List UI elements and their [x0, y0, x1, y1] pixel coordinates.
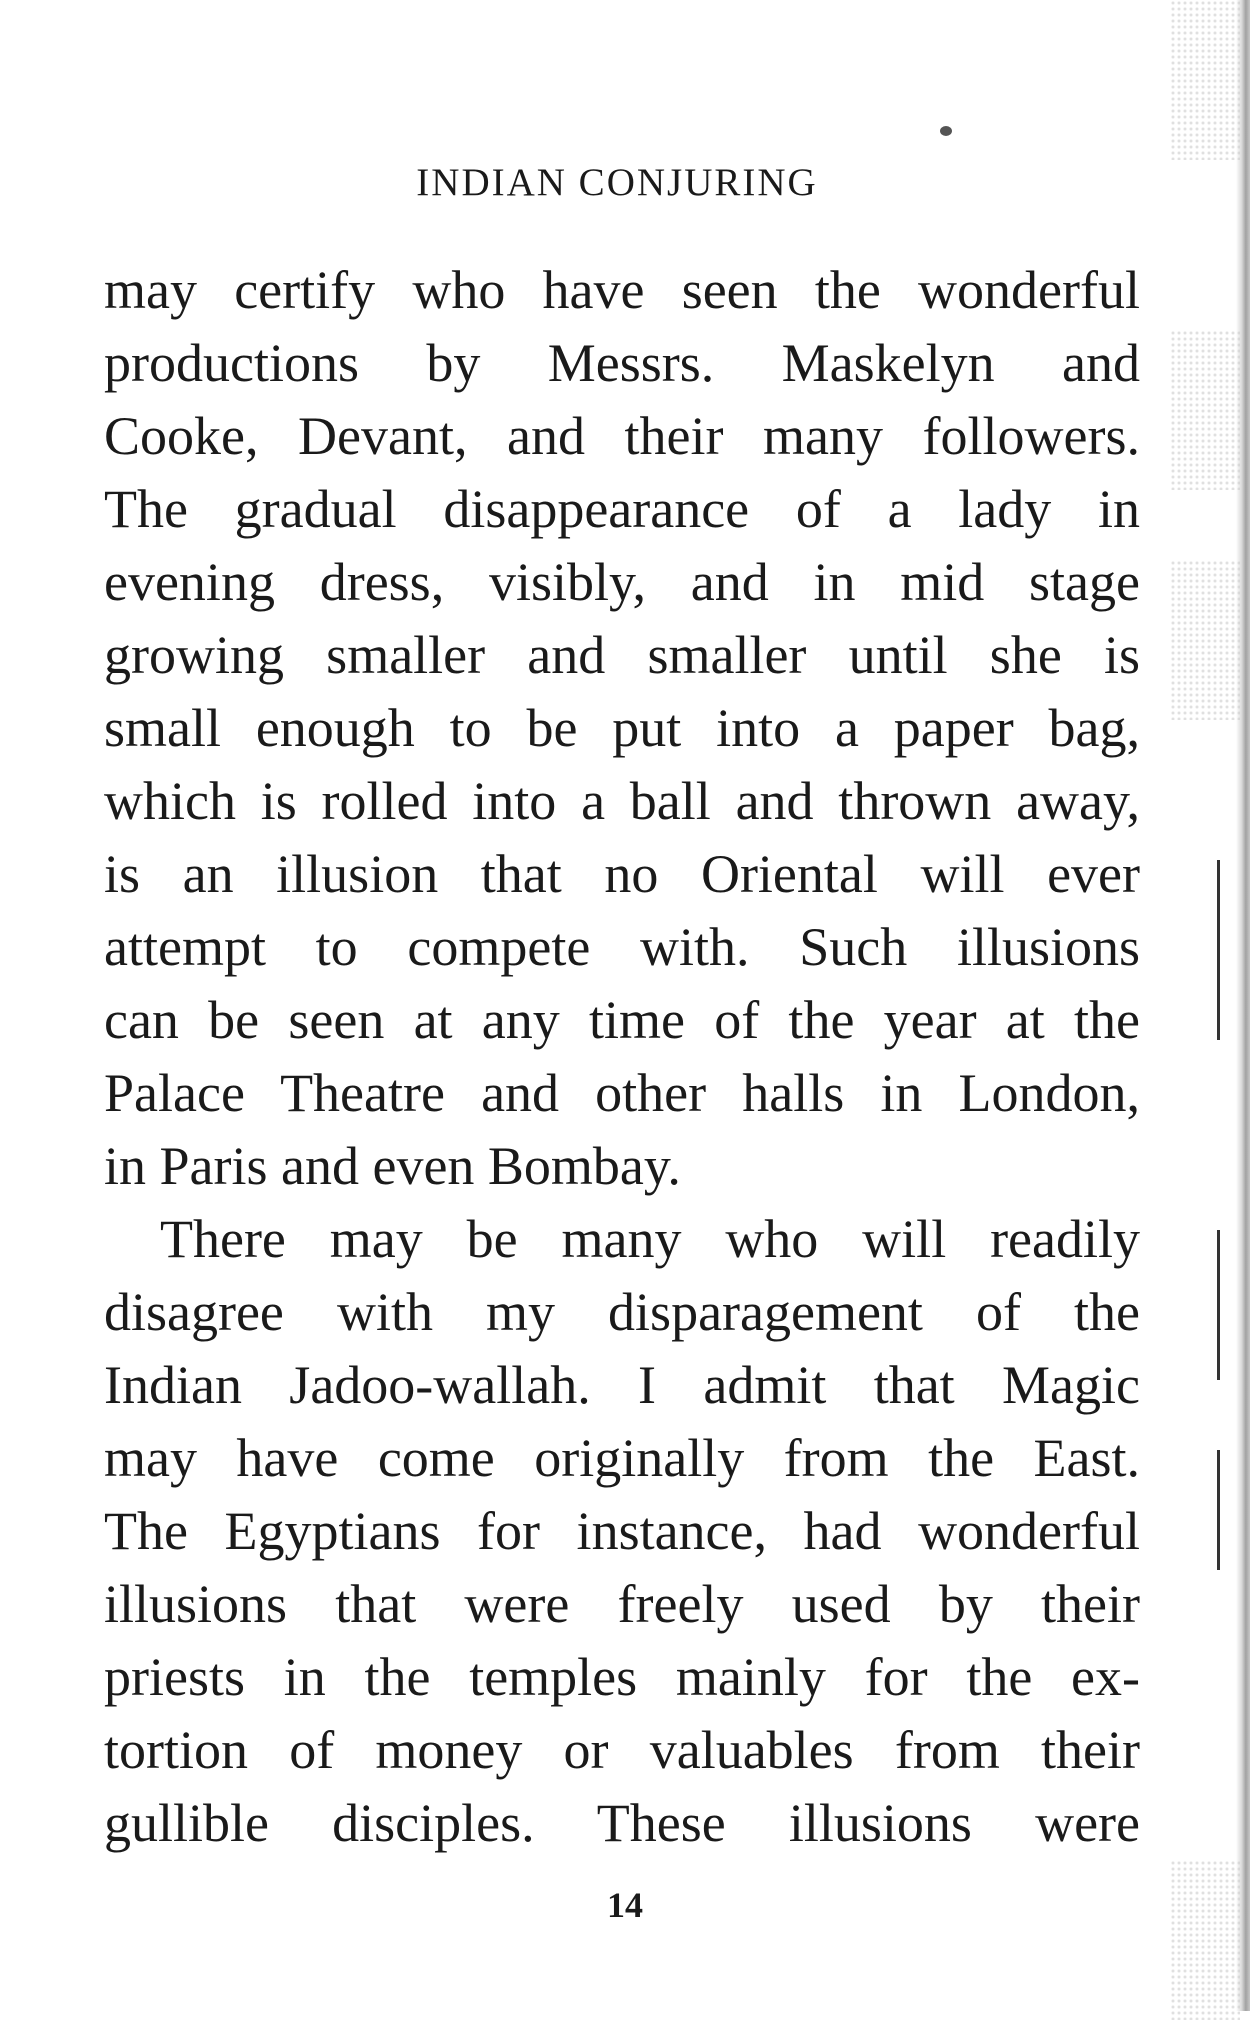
scan-noise [1170, 330, 1240, 490]
text-line: illusions that were freely used by their [104, 1574, 1140, 1634]
text-line: productions by Messrs. Maskelyn and [104, 333, 1140, 393]
text-line: in Paris and even Bombay. [104, 1136, 681, 1196]
text-line: There may be many who will readily [160, 1209, 1140, 1269]
text-line: The Egyptians for instance, had wonderful [104, 1501, 1140, 1561]
text-line: evening dress, visibly, and in mid stage [104, 552, 1140, 612]
text-line: Cooke, Devant, and their many followers. [104, 406, 1140, 466]
text-line: which is rolled into a ball and thrown away, [104, 771, 1140, 831]
page-edge-mark [1217, 1450, 1220, 1570]
page-edge-mark [1217, 1230, 1220, 1380]
page-number: 14 [607, 1885, 643, 1925]
text-line: is an illusion that no Oriental will ever [104, 844, 1140, 904]
text-line: growing smaller and smaller until she is [104, 625, 1140, 685]
running-header: INDIAN CONJURING [416, 161, 818, 204]
text-line: Indian Jadoo-wallah. I admit that Magic [104, 1355, 1140, 1415]
scan-noise [1170, 1860, 1240, 2020]
text-line: tortion of money or valuables from their [104, 1720, 1140, 1780]
scan-noise [1170, 0, 1240, 160]
text-line: attempt to compete with. Such illusions [104, 917, 1140, 977]
text-line: may certify who have seen the wonderful [104, 260, 1140, 320]
text-line: may have come originally from the East. [104, 1428, 1140, 1488]
text-line: can be seen at any time of the year at the [104, 990, 1140, 1050]
text-line: Palace Theatre and other halls in London, [104, 1063, 1140, 1123]
text-line: small enough to be put into a paper bag, [104, 698, 1140, 758]
page-edge-shadow [1236, 0, 1250, 2011]
text-line: The gradual disappearance of a lady in [104, 479, 1140, 539]
page-edge-mark [1217, 860, 1220, 1040]
text-line: priests in the temples mainly for the ex- [104, 1647, 1140, 1707]
text-line: disagree with my disparagement of the [104, 1282, 1140, 1342]
text-line: gullible disciples. These illusions were [104, 1793, 1140, 1853]
page-body [104, 254, 1140, 1860]
scan-noise [1170, 560, 1240, 720]
ink-speck [940, 126, 952, 136]
